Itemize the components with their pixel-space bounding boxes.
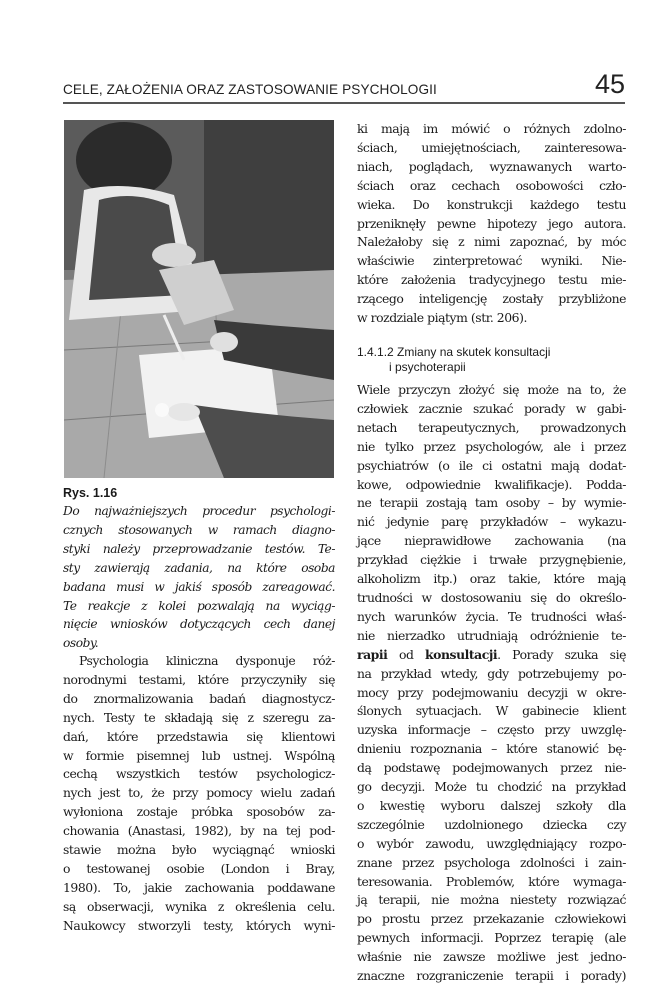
text-line: nie nierzadko utrudniają odróżnienie te- <box>357 627 626 643</box>
right-column-paragraph-1 <box>357 120 626 328</box>
caption-line: Do najważniejszych procedur psychologi- <box>63 504 335 518</box>
text-line: szczególnie uzdolnionego dziecka czy <box>357 816 626 832</box>
text-line: są obserwacji, wynika z określenia celu. <box>63 898 335 914</box>
caption-line: styki należy przeprowadzanie testów. Te- <box>63 541 335 556</box>
photo-child-testing-illustration <box>64 120 334 478</box>
text-line: nych. Testy te składają się z szeregu za- <box>63 709 335 725</box>
text-line: ją terapii, nie można niestety rozwiązać <box>357 892 626 908</box>
text-line: w rozdziale piątym (str. 206). <box>357 310 527 326</box>
text-line: nie tylko przez psychologów, ale i przez <box>357 438 626 454</box>
bold-term-therapy: rapii <box>357 646 388 662</box>
text-fragment: . Porady szuka się <box>497 646 626 662</box>
text-line: na przykład wtedy, gdy potrzebujemy po- <box>357 665 626 681</box>
text-line: wieka. Do konstrukcji każdego testu <box>357 196 626 212</box>
text-line: mocy przy podejmowaniu decyzji w okre- <box>357 684 626 700</box>
text-line: stawie można było wyciągnąć wnioski <box>63 842 335 858</box>
text-line: psychiatrów (o ile ci ostatni mają dodat- <box>357 457 626 473</box>
text-line: jące nieprawidłowe zachowania (na <box>357 533 626 549</box>
text-line: 1980). To, jakie zachowania poddawane <box>63 879 335 895</box>
text-line: dnieniu rozpoznania – które stanowić bę- <box>357 741 626 757</box>
running-title: CELE, ZAŁOŻENIA ORAZ ZASTOSOWANIE PSYCHOLOGII <box>63 82 437 97</box>
text-line-with-bold-terms <box>357 646 626 665</box>
page-number: 45 <box>594 69 625 99</box>
caption-line: nięcie wniosków dotyczących cech danej <box>63 617 335 632</box>
subsection-heading-line2: i psychoterapii <box>389 360 466 374</box>
right-column-paragraph-2 <box>357 381 626 986</box>
text-line: Naukowcy stworzyli testy, których wyni- <box>63 917 335 933</box>
text-line: ki mają im mówić o różnych zdolno- <box>357 121 626 136</box>
caption-line: osoby. <box>63 636 99 651</box>
text-line: o testowanej osobie (London i Bray, <box>63 860 335 876</box>
text-line: Należałoby się z nimi zapoznać, by móc <box>357 234 626 250</box>
text-line: dą podstawę podejmowanych przez nie- <box>357 760 626 776</box>
text-line: rzącego inteligencję zostały przybliżone <box>357 291 626 307</box>
text-line: nych warunków życia. Te trudności właś- <box>357 608 626 624</box>
text-line: nić jedynie parę przykładów – wykazu- <box>357 514 626 530</box>
text-line: przeniknęły pewne hipotezy jego autora. <box>357 215 626 231</box>
text-line: ne terapii zostają tam osoby – by wymie- <box>357 495 626 511</box>
text-line: dań, które przedstawia się klientowi <box>63 728 335 744</box>
text-line: trudności w dostosowaniu się do określo- <box>357 589 626 605</box>
text-line: Psychologia kliniczna dysponuje róż- <box>79 653 335 668</box>
text-line: ściach oraz cechach osobowości czło- <box>357 177 626 193</box>
text-line: właściwie zinterpretować wyniki. Nie- <box>357 253 626 269</box>
caption-line: cznych stosowanych w ramach diagno- <box>63 522 335 537</box>
text-line: znaczne rozgraniczenie terapii i porady) <box>357 968 626 984</box>
text-line: kowe, odpowiednie kwalifikacje). Podda- <box>357 476 626 492</box>
page-header <box>63 70 625 104</box>
subsection-heading <box>357 345 626 375</box>
text-line: alkoholizm itp.) oraz takie, które mają <box>357 571 626 587</box>
text-line: cechą wszystkich testów psychologicz- <box>63 766 335 782</box>
subsection-heading-line1: 1.4.1.2 Zmiany na skutek konsultacji <box>357 345 551 359</box>
text-fragment: od <box>387 646 426 662</box>
text-line: go decyzji. Może tu chodzić na przykład <box>357 779 626 795</box>
text-line: w formie pisemnej lub ustnej. Wspólną <box>63 747 335 763</box>
figure-photo <box>64 120 334 478</box>
text-line: właśnie nie zawsze możliwe jest jedno- <box>357 949 626 965</box>
text-line: ściach, umiejętnościach, zainteresowa- <box>357 139 626 155</box>
bold-term-consultation: konsultacji <box>425 646 498 662</box>
caption-line: badana musi w jakiś sposób zareagować. <box>63 579 335 594</box>
text-line: Wiele przyczyn złożyć się może na to, że <box>357 382 626 397</box>
text-line: do znormalizowania badań diagnostycz- <box>63 690 335 706</box>
text-line: ślonych sytuacjach. W gabinecie klient <box>357 703 626 719</box>
text-line: znane przez psychologa zdolności i zain- <box>357 854 626 870</box>
text-line: norodnymi testami, które przyczyniły się <box>63 671 335 687</box>
caption-line: sty zawierają zadania, na które osoba <box>63 560 335 575</box>
figure-caption <box>63 484 335 653</box>
text-line: człowiek zacznie szukać porady w gabi- <box>357 400 626 416</box>
figure-label: Rys. 1.16 <box>63 486 118 500</box>
left-column-paragraph <box>63 652 335 936</box>
caption-line: Te reakcje z kolei pozwalają na wyciąg- <box>63 598 335 613</box>
text-line: przykład ciężkie i trwałe przygnębienie, <box>357 552 626 568</box>
figure-caption-text <box>63 502 335 653</box>
text-line: o wybór zawodu, uwzględniający rozpo- <box>357 835 626 851</box>
text-line: o kwestię wyboru dalszej szkoły dla <box>357 797 626 813</box>
text-line: które założenia tradycyjnego testu mie- <box>357 272 626 288</box>
text-line: uzyska informacje – często przy uwzglę- <box>357 722 626 738</box>
text-line: teresowania. Problemów, które wymaga- <box>357 873 626 889</box>
text-line: wyłoniona zostaje próbka sposobów za- <box>63 804 335 820</box>
text-line: niach, poglądach, wyznawanych warto- <box>357 158 626 174</box>
text-line: pewnych informacji. Poprzez terapię (ale <box>357 930 626 946</box>
text-line: po prostu przez przekazanie człowiekowi <box>357 911 626 927</box>
text-line: netach terapeutycznych, prowadzonych <box>357 419 626 435</box>
text-line: nych jest to, że przy pomocy wielu zadań <box>63 785 335 801</box>
header-rule <box>63 102 625 104</box>
text-line: chowania (Anastasi, 1982), by na tej pod- <box>63 823 335 839</box>
